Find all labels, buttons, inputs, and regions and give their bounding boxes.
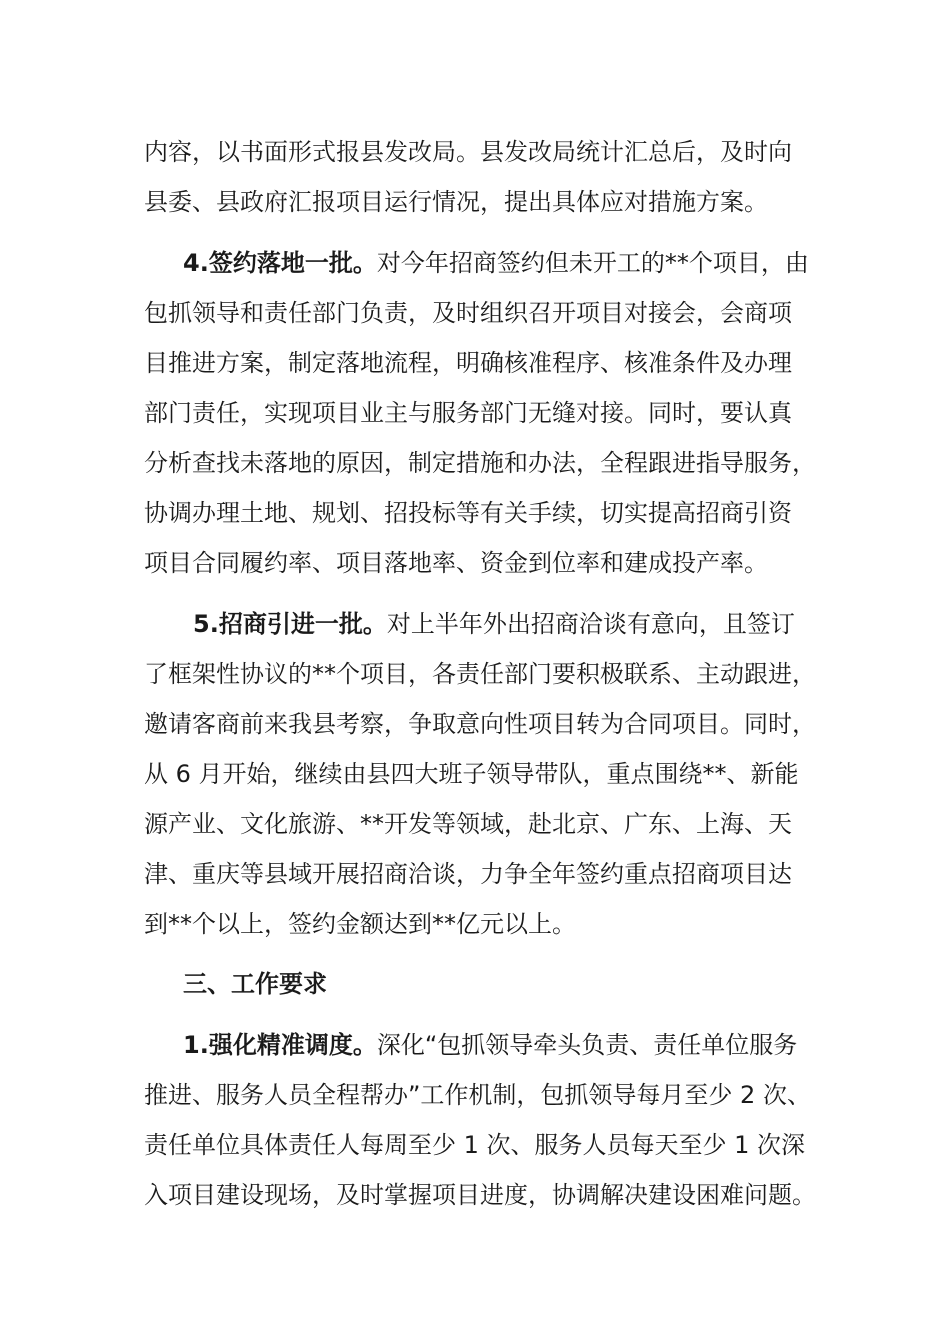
paragraph-line: 内容，以书面形式报县发改局。县发改局统计汇总后，及时向 [144,138,792,166]
requirement-1-text: 深化“包抓领导牵头负责、责任单位服务 [376,1031,798,1059]
paragraph-line: 包抓领导和责任部门负责，及时组织召开项目对接会，会商项 [144,299,792,327]
requirement-1-title: 1.强化精准调度。 [183,1031,377,1059]
paragraph-line: 责任单位具体责任人每周至少 1 次、服务人员每天至少 1 次深 [144,1131,806,1159]
paragraph-line: 邀请客商前来我县考察，争取意向性项目转为合同项目。同时， [144,710,816,738]
paragraph-line: 项目合同履约率、项目落地率、资金到位率和建成投产率。 [144,549,768,577]
item-4-title: 4.签约落地一批。 [183,249,377,277]
item-4-line [183,248,809,278]
paragraph-line: 目推进方案，制定落地流程，明确核准程序、核准条件及办理 [144,349,792,377]
requirement-1-line [183,1030,797,1060]
item-5-title: 5.招商引进一批。 [193,610,387,638]
paragraph-line: 县委、县政府汇报项目运行情况，提出具体应对措施方案。 [144,188,768,216]
paragraph-line: 分析查找未落地的原因，制定措施和办法，全程跟进指导服务， [144,449,816,477]
paragraph-line: 部门责任，实现项目业主与服务部门无缝对接。同时，要认真 [144,399,792,427]
paragraph-line: 从 6 月开始，继续由县四大班子领导带队，重点围绕**、新能 [144,760,799,788]
section-heading: 三、工作要求 [183,970,327,998]
item-5-line [193,609,795,639]
item-5-text: 对上半年外出招商洽谈有意向，且签订 [386,610,795,638]
paragraph-line: 协调办理土地、规划、招投标等有关手续，切实提高招商引资 [144,499,792,527]
paragraph-line: 津、重庆等县域开展招商洽谈，力争全年签约重点招商项目达 [144,860,792,888]
paragraph-line: 入项目建设现场，及时掌握项目进度，协调解决建设困难问题。 [144,1181,816,1209]
paragraph-line: 到**个以上，签约金额达到**亿元以上。 [144,910,576,938]
item-4-text: 对今年招商签约但未开工的**个项目，由 [376,249,809,277]
paragraph-line: 推进、服务人员全程帮办”工作机制，包抓领导每月至少 2 次、 [144,1081,811,1109]
paragraph-line: 了框架性协议的**个项目，各责任部门要积极联系、主动跟进， [144,660,816,688]
paragraph-line: 源产业、文化旅游、**开发等领域，赴北京、广东、上海、天 [144,810,792,838]
